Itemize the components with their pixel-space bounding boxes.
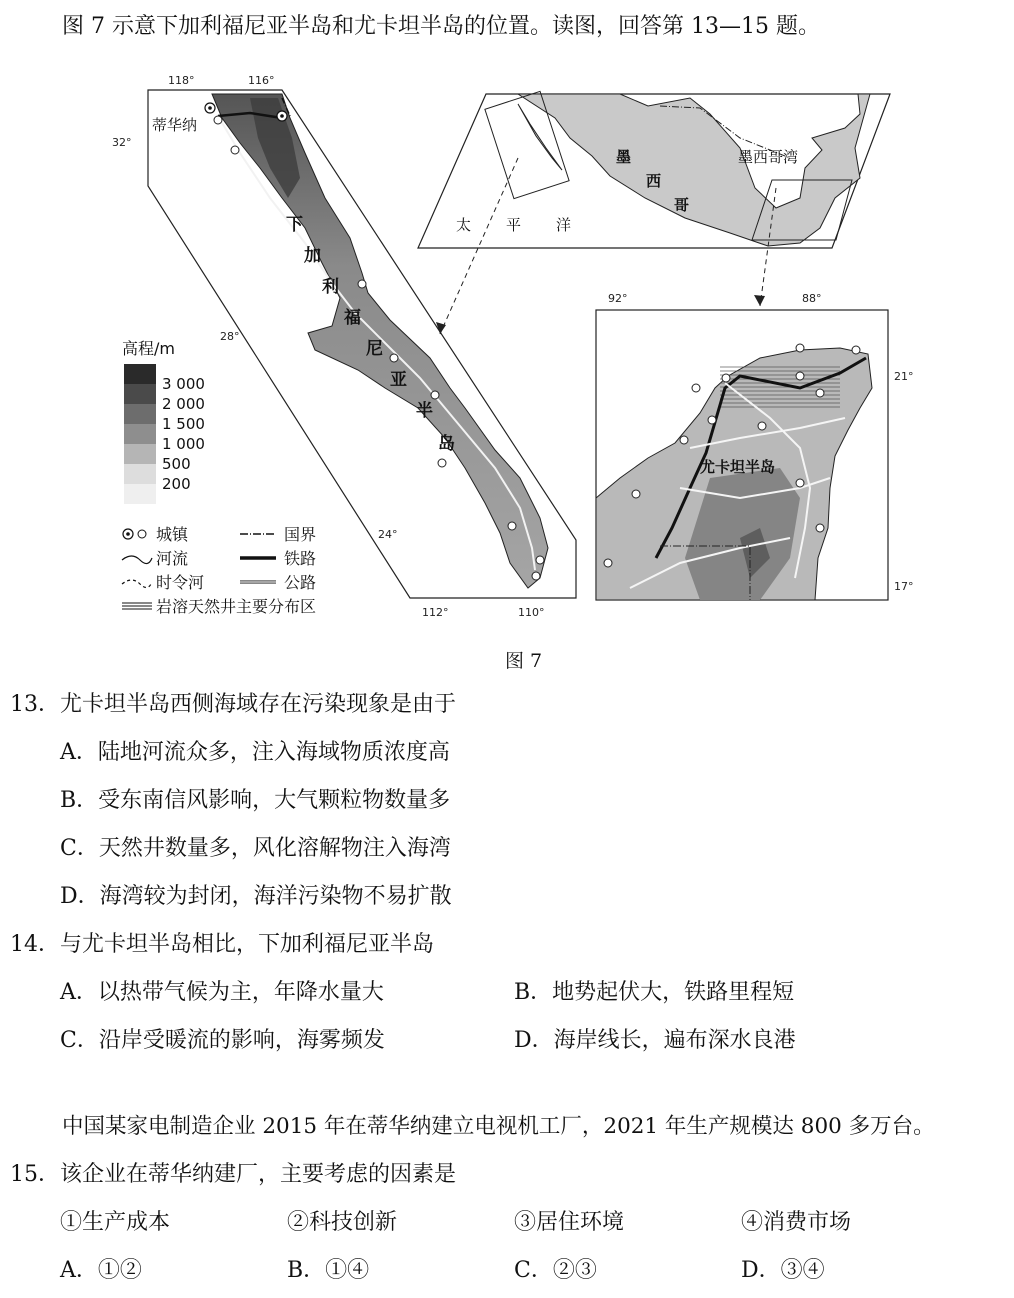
figure-caption: 图 7 [505,650,543,672]
q14-option-d: D．海岸线长，遍布深水良港 [514,1028,796,1053]
intro-text: 图 7 示意下加利福尼亚半岛和尤卡坦半岛的位置。读图，回答第 13—15 题。 [62,14,820,39]
q15-factor-1: ①生产成本 [60,1210,171,1235]
yucatan-map [596,292,914,600]
gulf-of-mexico-label: 墨西哥湾 [738,148,799,166]
lon-label-116: 116° [248,74,275,87]
elevation-level-label: 200 [162,475,191,493]
elevation-level-label: 1 000 [162,435,205,453]
lon-label-110: 110° [518,606,545,619]
city-label-tijuana: 蒂华纳 [152,116,198,134]
q14-stem: 14．与尤卡坦半岛相比，下加利福尼亚半岛 [10,932,434,957]
baja-name-char: 岛 [438,434,455,454]
legend-town-label: 城镇 [156,525,189,544]
lat-label-17: 17° [894,580,914,593]
baja-name-char: 利 [322,277,339,297]
elevation-legend-title: 高程/m [122,339,175,358]
legend-river-label: 河流 [156,549,189,568]
q15-option-c: C．②③ [514,1258,597,1283]
baja-name-char: 下 [286,215,303,235]
baja-name-char: 亚 [390,370,407,390]
elevation-legend [122,339,205,504]
baja-name-char: 加 [304,246,321,266]
mexico-name-char: 哥 [674,196,690,214]
q13-option-c: C．天然井数量多，风化溶解物注入海湾 [60,836,451,861]
lon-label-118: 118° [168,74,195,87]
mexico-name-char: 西 [646,172,662,190]
elevation-swatch [124,364,156,384]
baja-name-char: 福 [344,308,361,328]
lat-label-28: 28° [220,330,240,343]
lat-label-21: 21° [894,370,914,383]
baja-name-char: 半 [416,401,433,421]
elevation-swatch [124,384,156,404]
figure-7 [100,58,914,638]
q14-option-a: A．以热带气候为主，年降水量大 [60,980,384,1005]
elevation-swatch [124,404,156,424]
legend-road-label: 公路 [284,573,317,592]
legend-railway-label: 铁路 [284,549,317,568]
lat-label-24: 24° [378,528,398,541]
pacific-name-char: 平 [506,216,522,234]
symbol-legend [122,525,316,616]
elevation-level-label: 2 000 [162,395,205,413]
legend-cenote-label: 岩溶天然井主要分布区 [156,597,317,616]
lat-label-32: 32° [112,136,132,149]
elevation-level-label: 1 500 [162,415,205,433]
q14-option-b: B．地势起伏大，铁路里程短 [514,980,795,1005]
legend-border-label: 国界 [284,525,317,544]
q15-factor-3: ③居住环境 [514,1210,625,1235]
pacific-name-char: 太 [456,216,472,234]
yucatan-name-label: 尤卡坦半岛 [700,458,776,476]
legend-seasonal-river-label: 时令河 [156,573,205,592]
elevation-level-label: 500 [162,455,191,473]
q13-stem: 13．尤卡坦半岛西侧海域存在污染现象是由于 [10,692,456,717]
elevation-level-label: 3 000 [162,375,205,393]
q15-option-a: A．①② [60,1258,142,1283]
lon-label-112: 112° [422,606,449,619]
q15-factor-4: ④消费市场 [741,1210,852,1235]
q14-option-c: C．沿岸受暖流的影响，海雾频发 [60,1028,385,1053]
q13-option-b: B．受东南信风影响，大气颗粒物数量多 [60,788,451,813]
lon-label-88: 88° [802,292,822,305]
q15-stem: 15．该企业在蒂华纳建厂，主要考虑的因素是 [10,1162,456,1187]
elevation-swatch [124,484,156,504]
mexico-name-char: 墨 [616,148,632,166]
q15-material: 中国某家电制造企业 2015 年在蒂华纳建立电视机工厂，2021 年生产规模达 800 多万台。 [62,1114,935,1139]
lon-label-92: 92° [608,292,628,305]
elevation-swatch [124,444,156,464]
elevation-swatch [124,464,156,484]
q15-factor-2: ②科技创新 [287,1210,398,1235]
q15-option-d: D．③④ [741,1258,825,1283]
pacific-name-char: 洋 [556,216,572,234]
q13-option-d: D．海湾较为封闭，海洋污染物不易扩散 [60,884,452,909]
elevation-swatch [124,424,156,444]
q15-option-b: B．①④ [287,1258,370,1283]
q13-option-a: A．陆地河流众多，注入海域物质浓度高 [60,740,450,765]
baja-name-char: 尼 [366,339,383,359]
